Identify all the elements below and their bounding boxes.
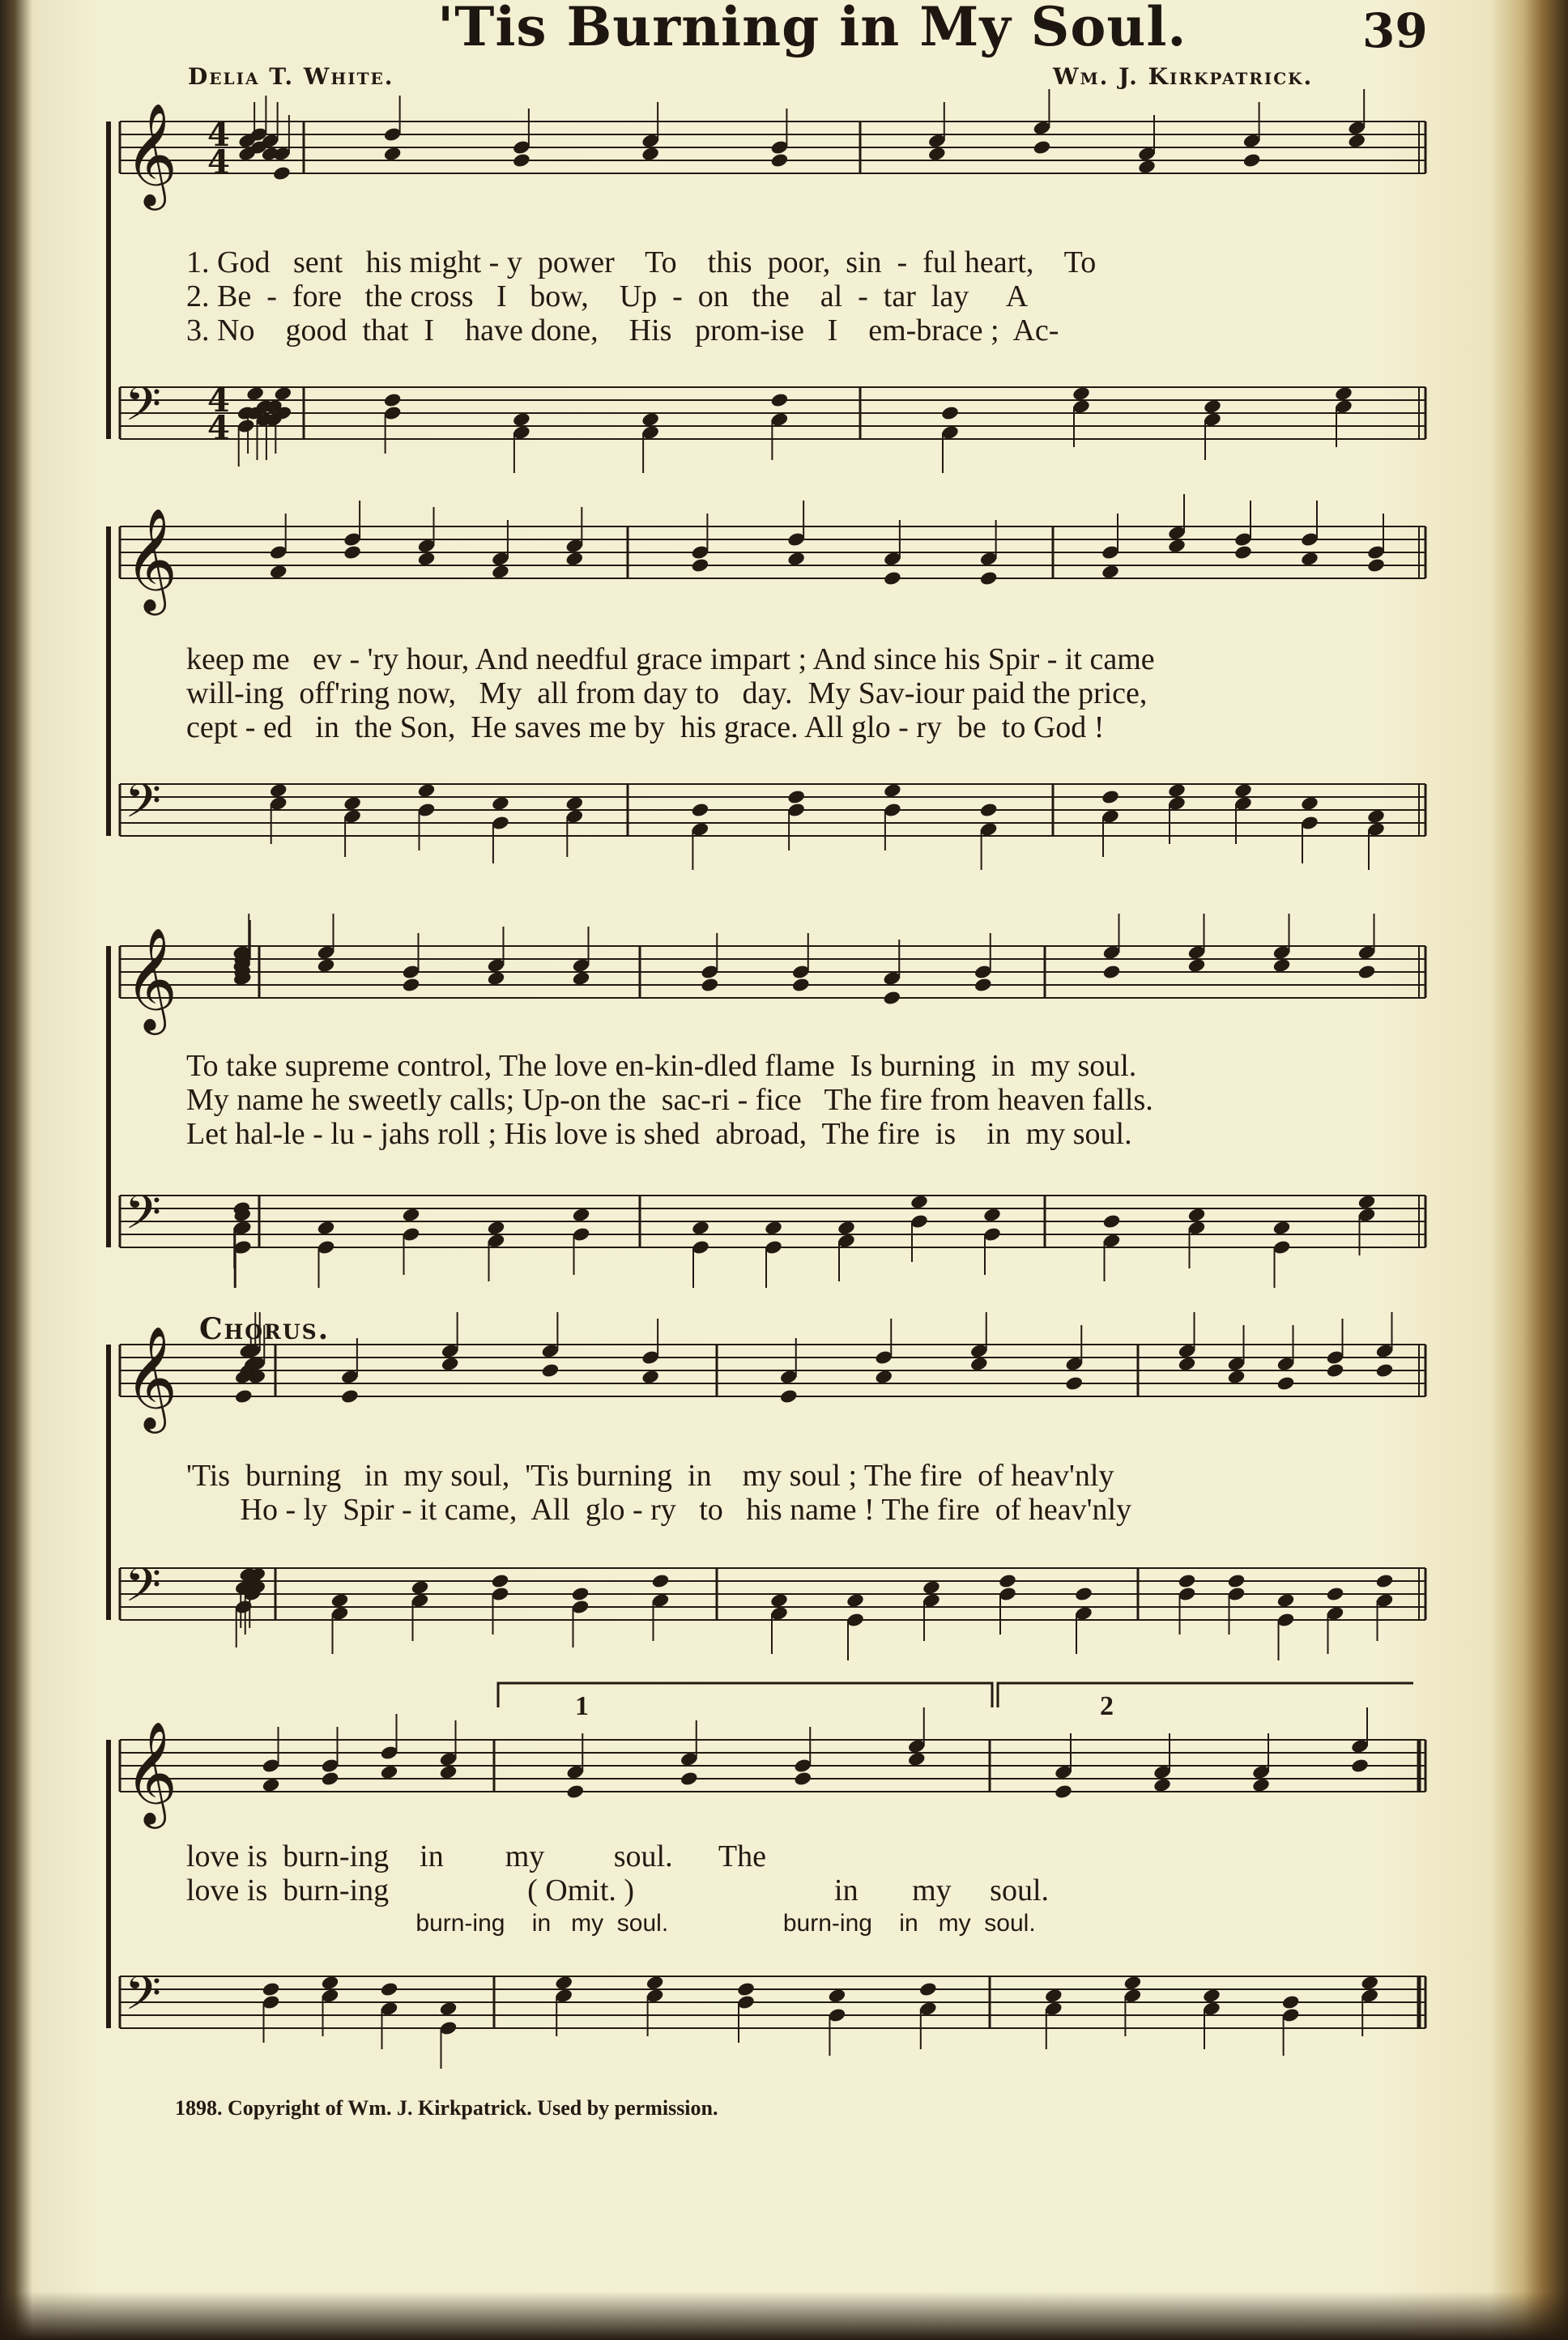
lyric-line: 1. God sent his might - y power To this poor, sin - ful heart, To <box>186 245 1097 279</box>
note-head <box>1326 1586 1345 1602</box>
note-head <box>565 1784 585 1800</box>
note-head <box>512 152 531 168</box>
note-head <box>1102 964 1122 980</box>
note-head <box>411 1579 430 1596</box>
note-head <box>969 1356 989 1372</box>
note-head <box>233 1220 253 1236</box>
note-head <box>417 782 437 799</box>
lyric-line: love is burn-ing ( Omit. ) in my soul. <box>186 1873 1050 1907</box>
note-head <box>770 152 790 168</box>
composer-credit: Wm. J. Kirkpatrick. <box>1053 63 1314 90</box>
note-head <box>262 1777 281 1793</box>
note-head <box>680 1771 699 1787</box>
note-head <box>439 2001 458 2017</box>
note-head <box>1366 557 1386 573</box>
bass-clef-icon: 𝄢 <box>125 1185 162 1251</box>
note-head <box>641 411 660 428</box>
note-head <box>1123 1975 1143 1991</box>
note-head <box>979 570 999 586</box>
treble-clef-icon: 𝄞 <box>125 102 178 206</box>
lyric-line: Ho - ly Spir - it came, All glo - ry to his name ! The fire of heav'nly <box>186 1493 1132 1527</box>
note-head <box>554 1975 573 1991</box>
lyric-line: love is burn-ing in my soul. The <box>186 1839 766 1873</box>
note-head <box>1167 782 1187 799</box>
note-head <box>769 1592 789 1609</box>
lyric-line: cept - ed in the Son, He saves me by his grace. All glo - ry be to God ! <box>186 710 1105 744</box>
note-head <box>274 386 293 402</box>
note-head <box>910 1194 929 1210</box>
note-head <box>779 1388 799 1404</box>
note-head <box>641 1369 660 1385</box>
note-head <box>383 392 403 408</box>
treble-clef-icon: 𝄞 <box>125 1325 178 1429</box>
note-head <box>572 970 591 987</box>
note-head <box>736 1981 756 1997</box>
note-head <box>1167 538 1187 554</box>
note-head <box>1054 1784 1073 1800</box>
note-head <box>1276 1375 1296 1392</box>
note-head <box>1375 1573 1395 1589</box>
bass-clef-icon: 𝄢 <box>125 1558 162 1624</box>
note-head <box>1357 1194 1377 1210</box>
note-head <box>1187 957 1207 974</box>
note-head <box>1202 1988 1221 2004</box>
note-head <box>883 782 902 799</box>
note-head <box>651 1573 671 1589</box>
second-ending-label: 2 <box>1100 1691 1114 1721</box>
lyric-line: Let hal-le - lu - jahs roll ; His love is shed abroad, The fire is in my soul. <box>186 1117 1132 1151</box>
note-head <box>1153 1777 1172 1793</box>
note-head <box>1326 1362 1345 1379</box>
note-head <box>1227 1573 1246 1589</box>
note-head <box>1178 1573 1197 1589</box>
note-head <box>402 1207 421 1223</box>
note-head <box>691 802 710 818</box>
note-head <box>491 564 510 580</box>
note-head <box>317 957 336 974</box>
note-head <box>1272 1220 1292 1236</box>
lyric-line: To take supreme control, The love en-kin-dled flame Is burning in my soul. <box>186 1049 1137 1083</box>
note-head <box>1242 152 1262 168</box>
note-head <box>979 802 999 818</box>
note-head <box>491 1573 510 1589</box>
note-head <box>317 1220 336 1236</box>
note-head <box>571 1586 590 1602</box>
note-head <box>1375 1362 1395 1379</box>
note-head <box>641 146 660 162</box>
note-head <box>1357 964 1377 980</box>
note-head <box>402 977 421 993</box>
time-signature-bottom: 4 <box>207 409 230 447</box>
note-head <box>1334 386 1353 402</box>
copyright-notice: 1898. Copyright of Wm. J. Kirkpatrick. Used by permission. <box>175 2096 718 2120</box>
note-head <box>940 405 960 421</box>
note-head <box>998 1573 1017 1589</box>
chorus-label: Chorus. <box>199 1312 330 1346</box>
note-head <box>245 386 265 402</box>
note-head <box>417 551 437 567</box>
note-head <box>786 789 806 805</box>
note-head <box>874 1369 893 1385</box>
note-head <box>1064 1375 1084 1392</box>
note-head <box>269 782 288 799</box>
note-head <box>1102 1213 1122 1230</box>
note-head <box>1227 1369 1246 1385</box>
bass-lyric-line: burn-ing in my soul. burn-ing in my soul. <box>186 1910 1036 1937</box>
note-head <box>262 1981 281 1997</box>
note-head <box>272 165 292 181</box>
note-head <box>793 1771 812 1787</box>
note-head <box>828 1988 847 2004</box>
hymn-title: 'Tis Burning in My Soul. <box>437 0 1187 58</box>
note-head <box>380 1764 399 1780</box>
note-head <box>982 1207 1002 1223</box>
note-head <box>330 1592 350 1609</box>
note-head <box>786 551 806 567</box>
note-head <box>883 570 902 586</box>
note-head <box>691 557 710 573</box>
bass-clef-icon: 𝄢 <box>125 774 162 840</box>
note-head <box>1360 1975 1379 1991</box>
lyric-line: 2. Be - fore the cross I bow, Up - on the al - tar lay A <box>186 279 1029 313</box>
lyric-line: My name he sweetly calls; Up-on the sac-ri - fice The fire from heaven falls. <box>186 1083 1153 1117</box>
lyric-line: will-ing off'ring now, My all from day to day. My Sav-iour paid the price, <box>186 676 1148 710</box>
treble-clef-icon: 𝄞 <box>125 927 178 1030</box>
lyric-line: 'Tis burning in my soul, 'Tis burning in my soul ; The fire of heav'nly <box>186 1459 1114 1493</box>
note-head <box>1033 139 1052 156</box>
note-head <box>1272 957 1292 974</box>
note-head <box>1347 133 1366 149</box>
note-head <box>541 1362 560 1379</box>
note-head <box>1178 1356 1197 1372</box>
note-head <box>764 1220 783 1236</box>
time-signature-top: 4 <box>207 116 230 154</box>
note-head <box>487 970 506 987</box>
note-head <box>1203 399 1222 415</box>
note-head <box>1234 782 1253 799</box>
note-head <box>321 1771 340 1787</box>
page-number: 39 <box>1362 3 1428 58</box>
time-signature-top: 4 <box>207 381 230 420</box>
note-head <box>491 795 510 812</box>
note-head <box>1101 789 1120 805</box>
note-head <box>646 1975 665 1991</box>
note-head <box>922 1579 941 1596</box>
note-head <box>343 795 362 812</box>
note-head <box>974 977 993 993</box>
note-head <box>1137 159 1157 175</box>
note-head <box>1044 1988 1063 2004</box>
note-head <box>1350 1758 1370 1774</box>
note-head <box>1101 564 1120 580</box>
note-head <box>700 977 719 993</box>
first-ending-label: 1 <box>575 1691 589 1721</box>
note-head <box>918 1981 938 1997</box>
note-head <box>1251 1777 1271 1793</box>
note-head <box>927 146 947 162</box>
note-head <box>340 1388 360 1404</box>
note-head <box>487 1220 506 1236</box>
time-signature-bottom: 4 <box>207 143 230 181</box>
note-head <box>380 1981 399 1997</box>
note-head <box>439 1764 458 1780</box>
treble-clef-icon: 𝄞 <box>125 1720 178 1824</box>
note-head <box>691 1220 710 1236</box>
second-ending-bracket <box>998 1683 1413 1707</box>
note-head <box>572 1207 591 1223</box>
note-head <box>441 1356 460 1372</box>
note-head <box>791 977 811 993</box>
note-head <box>1300 551 1319 567</box>
first-ending-bracket <box>498 1683 992 1707</box>
note-head <box>383 146 403 162</box>
lyricist-credit: Delia T. White. <box>188 63 394 90</box>
treble-clef-icon: 𝄞 <box>125 507 178 611</box>
note-head <box>343 544 362 560</box>
note-head <box>321 1975 340 1991</box>
note-head <box>770 392 790 408</box>
note-head <box>907 1751 927 1767</box>
note-head <box>882 990 901 1006</box>
note-head <box>565 551 585 567</box>
note-head <box>1281 1994 1301 2010</box>
note-head <box>565 795 585 812</box>
note-head <box>1074 1586 1093 1602</box>
note-head <box>1234 544 1253 560</box>
note-head <box>846 1592 865 1609</box>
bass-clef-icon: 𝄢 <box>125 377 162 443</box>
note-head <box>1187 1207 1207 1223</box>
note-head <box>234 1388 254 1404</box>
note-head <box>512 411 531 428</box>
note-head <box>837 1220 856 1236</box>
note-head <box>1366 808 1386 825</box>
note-head <box>269 564 288 580</box>
note-head <box>1276 1592 1296 1609</box>
lyric-line: keep me ev - 'ry hour, And needful grace impart ; And since his Spir - it came <box>186 642 1155 676</box>
lyric-line: 3. No good that I have done, His prom-ise I em-brace ; Ac- <box>186 313 1059 347</box>
note-head <box>1300 795 1319 812</box>
bass-clef-icon: 𝄢 <box>125 1966 162 2032</box>
note-head <box>1072 386 1091 402</box>
